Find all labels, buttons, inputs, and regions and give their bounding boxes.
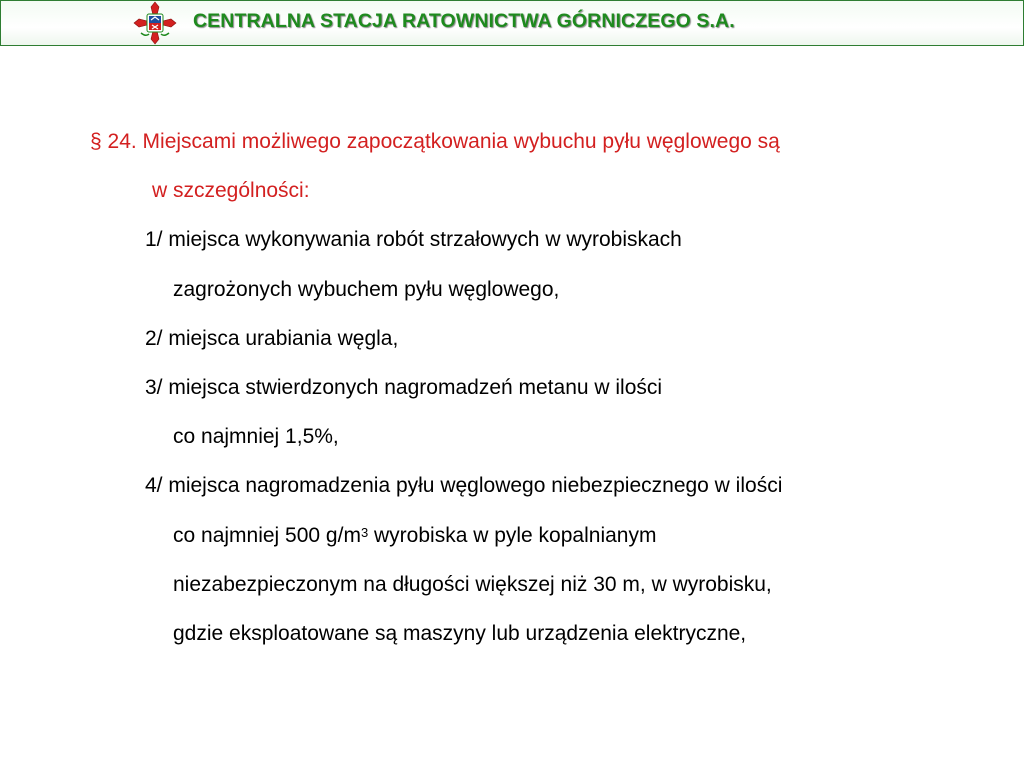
list-item-3-line-2: co najmniej 1,5%, [173, 425, 339, 448]
list-item-4-line-2 [173, 523, 656, 549]
list-item-4-line-2-tail: wyrobiska w pyle kopalnianym [368, 524, 657, 547]
list-item-1-line-2: zagrożonych wybuchem pyłu węglowego, [173, 278, 560, 301]
section-heading-line-1: § 24. Miejscami możliwego zapoczątkowania wybuchu pyłu węglowego są [90, 130, 780, 153]
cubic-exponent: 3 [360, 525, 369, 540]
list-item-2-line-1: 2/ miejsca urabiania węgla, [145, 327, 399, 350]
section-heading-line-2: w szczególności: [152, 179, 310, 202]
list-item-1-line-1: 1/ miejsca wykonywania robót strzałowych w wyrobiskach [145, 228, 682, 251]
list-item-4-line-2-text: co najmniej 500 g/m [173, 524, 361, 547]
header-title: CENTRALNA STACJA RATOWNICTWA GÓRNICZEGO S.A. [193, 10, 735, 32]
list-item-4-line-4: gdzie eksploatowane są maszyny lub urządzenia elektryczne, [173, 622, 747, 645]
list-item-4-line-1: 4/ miejsca nagromadzenia pyłu węglowego niebezpiecznego w ilości [145, 474, 783, 497]
list-item-4-line-3: niezabezpieczonym na długości większej niż 30 m, w wyrobisku, [173, 573, 772, 596]
list-item-3-line-1: 3/ miejsca stwierdzonych nagromadzeń metanu w ilości [145, 376, 663, 399]
